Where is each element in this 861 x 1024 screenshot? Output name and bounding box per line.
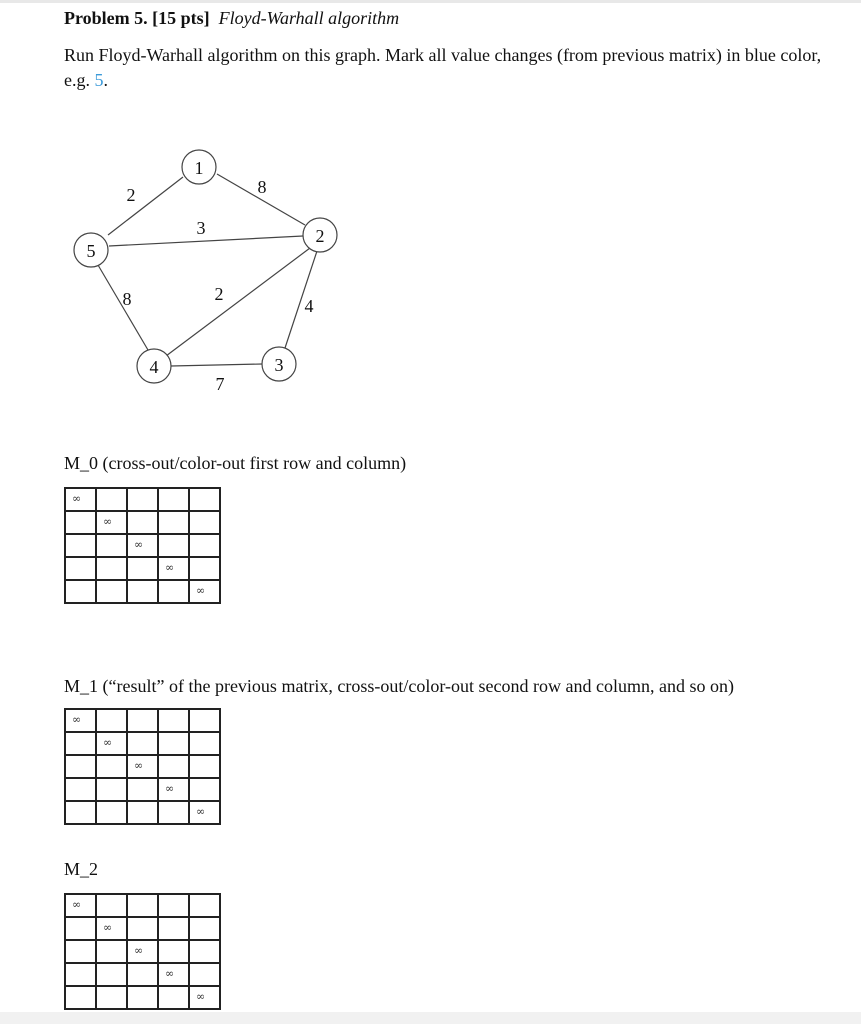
matrix-row (65, 963, 220, 986)
example-blue-number: 5 (94, 70, 104, 90)
weight-5-1: 2 (126, 185, 136, 205)
edge-5-1 (108, 177, 183, 235)
matrix-cell: ∞ (189, 580, 220, 603)
matrix-cell (65, 778, 96, 801)
edge-5-2 (109, 236, 303, 246)
matrix-cell (65, 511, 96, 534)
matrix-cell (189, 917, 220, 940)
matrix-cell (127, 557, 158, 580)
matrix-2 (64, 893, 221, 1010)
matrix-cell (158, 940, 189, 963)
matrix-row (65, 755, 220, 778)
matrix-cell: ∞ (127, 940, 158, 963)
top-rule (0, 0, 861, 3)
matrix-cell (127, 580, 158, 603)
matrix-cell: ∞ (158, 963, 189, 986)
matrix-cell (158, 511, 189, 534)
matrix-cell (158, 917, 189, 940)
node-3-label: 3 (274, 355, 284, 375)
matrix-cell (158, 488, 189, 511)
problem-title (64, 8, 399, 29)
instructions (64, 43, 824, 93)
matrix-cell (189, 963, 220, 986)
matrix-cell: ∞ (65, 894, 96, 917)
matrix-1 (64, 708, 221, 825)
matrix-cell (158, 709, 189, 732)
matrix-cell (127, 732, 158, 755)
node-2-label: 2 (315, 226, 325, 246)
matrix-cell: ∞ (96, 732, 127, 755)
matrix-row (65, 917, 220, 940)
matrix-cell (96, 894, 127, 917)
matrix-row (65, 986, 220, 1009)
matrix-cell (189, 940, 220, 963)
matrix-cell (189, 534, 220, 557)
matrix-cell (65, 534, 96, 557)
edge-4-2 (166, 248, 310, 356)
matrix-row (65, 894, 220, 917)
matrix-cell: ∞ (189, 986, 220, 1009)
weight-1-2: 8 (257, 177, 267, 197)
matrix-cell (189, 732, 220, 755)
matrix-cell: ∞ (127, 534, 158, 557)
matrix-row (65, 557, 220, 580)
matrix-cell (127, 917, 158, 940)
matrix-cell (96, 755, 127, 778)
weight-4-2: 2 (214, 284, 224, 304)
matrix-row (65, 511, 220, 534)
matrix-cell (189, 511, 220, 534)
matrix-cell (189, 755, 220, 778)
matrix-row (65, 732, 220, 755)
node-1-label: 1 (194, 158, 204, 178)
matrix-cell (96, 709, 127, 732)
matrix-cell: ∞ (127, 755, 158, 778)
matrix-cell (65, 940, 96, 963)
matrix-row (65, 801, 220, 824)
matrix-cell (189, 557, 220, 580)
matrix-cell (96, 534, 127, 557)
matrix-cell (96, 580, 127, 603)
matrix-cell (158, 732, 189, 755)
matrix-1-label: M_1 (“result” of the previous matrix, cross-out/color-out second row and column, and so on) (64, 676, 734, 696)
matrix-cell (158, 534, 189, 557)
matrix-cell (65, 917, 96, 940)
matrix-cell: ∞ (96, 917, 127, 940)
problem-subtitle: Floyd-Warhall algorithm (218, 8, 400, 28)
matrix-cell: ∞ (65, 488, 96, 511)
matrix-cell (65, 801, 96, 824)
instruction-text: Run Floyd-Warhall algorithm on this graph. Mark all value changes (from previous matrix) in blue color, e.g. (64, 45, 822, 90)
weight-5-2: 3 (196, 218, 206, 238)
matrix-cell (65, 732, 96, 755)
matrix-0-label: M_0 (cross-out/color-out first row and column) (64, 453, 407, 473)
matrix-cell (127, 709, 158, 732)
matrix-cell (96, 963, 127, 986)
instruction-end: . (103, 70, 108, 90)
matrix-row (65, 709, 220, 732)
matrix-cell (158, 755, 189, 778)
edge-4-3 (171, 364, 262, 366)
matrix-cell (96, 488, 127, 511)
matrix-cell (65, 963, 96, 986)
matrix-cell (158, 894, 189, 917)
matrix-cell (96, 778, 127, 801)
weight-4-3: 7 (215, 374, 225, 394)
matrix-cell (189, 894, 220, 917)
matrix-cell: ∞ (158, 778, 189, 801)
matrix-cell (65, 986, 96, 1009)
problem-label: Problem 5. [15 pts] (64, 8, 210, 28)
matrix-cell: ∞ (189, 801, 220, 824)
matrix-cell (189, 778, 220, 801)
matrix-cell (127, 511, 158, 534)
matrix-row (65, 580, 220, 603)
matrix-cell (127, 801, 158, 824)
matrix-cell (96, 940, 127, 963)
matrix-cell (127, 894, 158, 917)
matrix-cell (127, 963, 158, 986)
node-5-label: 5 (86, 241, 96, 261)
matrix-cell (189, 488, 220, 511)
weight-2-3: 4 (304, 296, 314, 316)
matrix-row (65, 940, 220, 963)
matrix-cell (127, 488, 158, 511)
graph-diagram (60, 140, 360, 410)
matrix-cell (158, 986, 189, 1009)
matrix-cell (127, 778, 158, 801)
matrix-cell: ∞ (65, 709, 96, 732)
matrix-cell (158, 801, 189, 824)
matrix-cell (127, 986, 158, 1009)
matrix-row (65, 488, 220, 511)
node-4-label: 4 (149, 357, 159, 377)
matrix-cell (96, 557, 127, 580)
matrix-cell (65, 557, 96, 580)
matrix-cell (65, 580, 96, 603)
matrix-row (65, 778, 220, 801)
matrix-row (65, 534, 220, 557)
matrix-0 (64, 487, 221, 604)
matrix-cell (158, 580, 189, 603)
matrix-cell (96, 986, 127, 1009)
weight-5-4: 8 (122, 289, 132, 309)
bottom-edge (0, 1012, 861, 1024)
matrix-cell: ∞ (96, 511, 127, 534)
matrix-cell: ∞ (158, 557, 189, 580)
matrix-cell (189, 709, 220, 732)
matrix-2-label: M_2 (64, 859, 99, 879)
matrix-cell (65, 755, 96, 778)
matrix-cell (96, 801, 127, 824)
